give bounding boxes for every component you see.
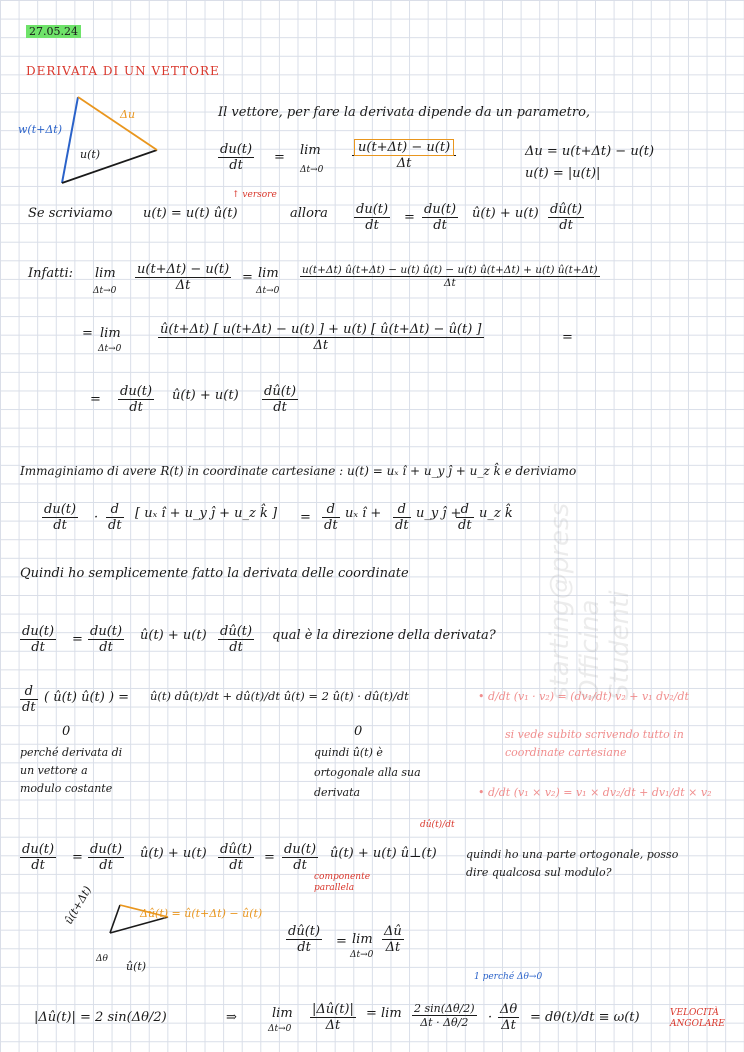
ortog-r1: $\frac{du(t)}{dt}$	[284, 842, 317, 873]
cart-lhs: $\frac{du(t)}{dt}$	[44, 502, 77, 533]
dir-t2: $\frac{dû(t)}{dt}$	[220, 624, 253, 655]
infatti-lim-2: lim	[258, 266, 279, 281]
dir-mid: û(t) + u(t)	[140, 628, 207, 643]
ortog-note-1: quindi ho una parte ortogonale, posso	[466, 848, 679, 861]
page-title: DERIVATA DI UN VETTORE	[26, 64, 220, 78]
infatti-lim-sub-2: Δt→0	[256, 286, 280, 296]
finale-blue-note: 1 perché Δθ→0	[474, 972, 543, 982]
cart-eq: =	[300, 510, 311, 525]
ortog-t1: $\frac{du(t)}{dt}$	[90, 842, 123, 873]
intro-lim-sub: Δt→0	[300, 165, 324, 175]
intro-eq: =	[274, 150, 285, 165]
finale-f2: $\frac{2 \sin(\Delta\theta/2)}{\Delta t \cdot \Delta\theta/2}$	[414, 1002, 475, 1029]
ortog-mid: û(t) + u(t)	[140, 846, 207, 861]
diagram2-du-label: Δû(t) = û(t+Δt) − û(t)	[140, 907, 263, 920]
cart-rhs1: uₓ î +	[345, 506, 382, 521]
finale-dot: ·	[488, 1010, 493, 1025]
intro-line: Il vettore, per fare la derivata dipende da un parametro,	[218, 105, 591, 120]
infatti-eq-1: =	[242, 270, 253, 285]
finale-arrow: ⇒	[226, 1010, 237, 1025]
intro-lhs-frac: $\frac{du(t)}{dt}$	[220, 142, 253, 173]
finale-f1: $\frac{|\Delta û(t)|}{\Delta t}$	[312, 1002, 354, 1033]
scriviamo-mid: û(t) + u(t)	[472, 206, 539, 221]
dir-question: qual è la direzione della derivata?	[272, 628, 496, 643]
prod-inner: ( û(t) û(t) ) =	[44, 690, 130, 705]
vector-w-arrow	[62, 97, 78, 183]
finale-note: VELOCITÀ ANGOLARE	[670, 1008, 725, 1029]
cartesiane-text: Immaginiamo di avere R(t) in coordinate cartesiane : u(t) = uₓ î + u_y ĵ + u_z k̂ e deriviamo	[20, 464, 577, 478]
infatti-f1: $\frac{u(t+\Delta t) - u(t)}{\Delta t}$	[137, 262, 230, 293]
scriviamo-t1-frac: $\frac{du(t)}{dt}$	[424, 202, 457, 233]
dir-eq: =	[72, 632, 83, 647]
intro-mod-def: u(t) = |u(t)|	[525, 166, 601, 181]
diagram2-frac: $\frac{\Delta û}{\Delta t}$	[384, 924, 402, 955]
diagram1-label-du: Δu	[120, 108, 136, 121]
infatti-label: Infatti:	[28, 266, 74, 281]
dir-t1: $\frac{du(t)}{dt}$	[90, 624, 123, 655]
finale-rhs: = dθ(t)/dt ≡ ω(t)	[530, 1010, 640, 1025]
scriviamo-lhs-frac: $\frac{du(t)}{dt}$	[356, 202, 389, 233]
diagram2-lim: lim	[352, 932, 373, 947]
versore-note: ↑ versore	[232, 190, 277, 200]
prod-zero-left: 0	[62, 724, 71, 739]
finale-mid: = lim	[366, 1006, 402, 1021]
infatti-f3: $\frac{û(t+\Delta t) [ u(t+\Delta t) - u(t) ] + u(t) [ û(t+\Delta t) - û(t) ]}{\Delta t}$	[160, 322, 482, 353]
infatti-r-t2: $\frac{dû(t)}{dt}$	[264, 384, 297, 415]
ortog-eq-2: =	[264, 850, 275, 865]
diagram1-label-w: w(t+Δt)	[18, 123, 62, 136]
cart-d1: $\frac{d}{dt}$	[324, 502, 338, 533]
pink-note-2: coordinate cartesiane	[505, 746, 627, 759]
ortog-note-2: dire qualcosa sul modulo?	[466, 866, 612, 879]
infatti-eq-4: =	[90, 392, 101, 407]
scriviamo-expr: u(t) = u(t) û(t)	[143, 206, 238, 221]
intro-delta-def: Δu = u(t+Δt) − u(t)	[525, 144, 655, 159]
scriviamo-t2-frac: $\frac{dû(t)}{dt}$	[550, 202, 583, 233]
diagram2-eq: =	[336, 934, 347, 949]
cart-rhs3: u_z k̂	[479, 506, 513, 521]
infatti-r-mid: û(t) + u(t)	[172, 388, 239, 403]
cart-d2: $\frac{d}{dt}$	[395, 502, 409, 533]
prod-note-right-1: quindi û(t) è	[314, 746, 383, 759]
cart-rhs2: u_y ĵ +	[416, 506, 462, 521]
finale-f3: $\frac{\Delta\theta}{\Delta t}$	[500, 1002, 518, 1033]
intro-lim: lim	[300, 143, 321, 158]
dir-lhs: $\frac{du(t)}{dt}$	[22, 624, 55, 655]
diagram2-lim-sub: Δt→0	[350, 950, 374, 960]
ortog-r-mid: û(t) + u(t) û⊥(t)	[330, 846, 437, 861]
pink-rule-2: • d/dt (v₁ × v₂) = v₁ × dv₂/dt + dv₁/dt × v₂	[478, 786, 712, 799]
infatti-lim-1: lim	[95, 266, 116, 281]
scriviamo-allora: allora	[290, 206, 328, 221]
infatti-lim-sub-3: Δt→0	[98, 344, 122, 354]
prod-note-right-2: ortogonale alla sua	[314, 766, 421, 779]
prod-note-left-2: un vettore a	[20, 764, 88, 777]
cart-bracket: [ uₓ î + u_y ĵ + u_z k̂ ]	[135, 506, 278, 521]
intro-boxed-frac: $\frac{u(t+\Delta t) - u(t)}{\Delta t}$	[352, 140, 456, 171]
infatti-lim-3: lim	[100, 326, 121, 341]
prod-rhs: û(t) dû(t)/dt + dû(t)/dt û(t) = 2 û(t) · dû(t)/dt	[150, 689, 409, 703]
scriviamo-eq: =	[404, 210, 415, 225]
diagram1-label-u: u(t)	[80, 148, 101, 161]
cart-d3: $\frac{d}{dt}$	[458, 502, 472, 533]
pink-note-1: si vede subito scrivendo tutto in	[505, 728, 684, 741]
vector-u2-arrow	[110, 905, 120, 933]
vector-u-arrow	[62, 150, 157, 183]
watermark: starting@press Officina Studenti	[545, 502, 635, 700]
finale-lim: lim	[272, 1006, 293, 1021]
cart-dot: ·	[94, 510, 99, 525]
infatti-f2: $\frac{u(t+\Delta t) û(t+\Delta t) - u(t) û(t) - u(t) û(t+\Delta t) + u(t) û(t+\Delta t)}{\Delta t}$	[302, 264, 598, 289]
infatti-eq-3: =	[562, 330, 573, 345]
diagram2-u2-label: û(t+Δt)	[62, 883, 95, 927]
prod-note-left-3: modulo costante	[20, 782, 113, 795]
finale-lhs: |Δû(t)| = 2 sin(Δθ/2)	[34, 1010, 167, 1025]
infatti-r-t1: $\frac{du(t)}{dt}$	[120, 384, 153, 415]
diagram2-theta: Δθ	[96, 954, 108, 964]
prod-d: $\frac{d}{dt}$	[22, 684, 36, 715]
infatti-eq-2: =	[82, 326, 93, 341]
ortog-comp-note: componente parallela	[314, 872, 371, 893]
diagram2-u-label: û(t)	[126, 960, 147, 973]
prod-zero-right: 0	[354, 724, 363, 739]
scriviamo-text: Se scriviamo	[28, 206, 113, 221]
cart-quindi: Quindi ho semplicemente fatto la derivata delle coordinate	[20, 566, 409, 581]
diagram2-lhs: $\frac{dû(t)}{dt}$	[288, 924, 321, 955]
vector-du-arrow	[78, 97, 157, 150]
pink-rule-1: • d/dt (v₁ · v₂) = (dv₁/dt) v₂ + v₁ dv₂/dt	[478, 690, 689, 703]
ortog-top-red: dû(t)/dt	[420, 820, 455, 830]
prod-note-right-3: derivata	[314, 786, 361, 799]
finale-lim-sub: Δt→0	[268, 1024, 292, 1034]
ortog-eq-1: =	[72, 850, 83, 865]
ortog-lhs: $\frac{du(t)}{dt}$	[22, 842, 55, 873]
infatti-lim-sub-1: Δt→0	[93, 286, 117, 296]
prod-note-left-1: perché derivata di	[20, 746, 123, 759]
ortog-t2: $\frac{dû(t)}{dt}$	[220, 842, 253, 873]
cart-d: $\frac{d}{dt}$	[108, 502, 122, 533]
date-label: 27.05.24	[26, 24, 81, 40]
